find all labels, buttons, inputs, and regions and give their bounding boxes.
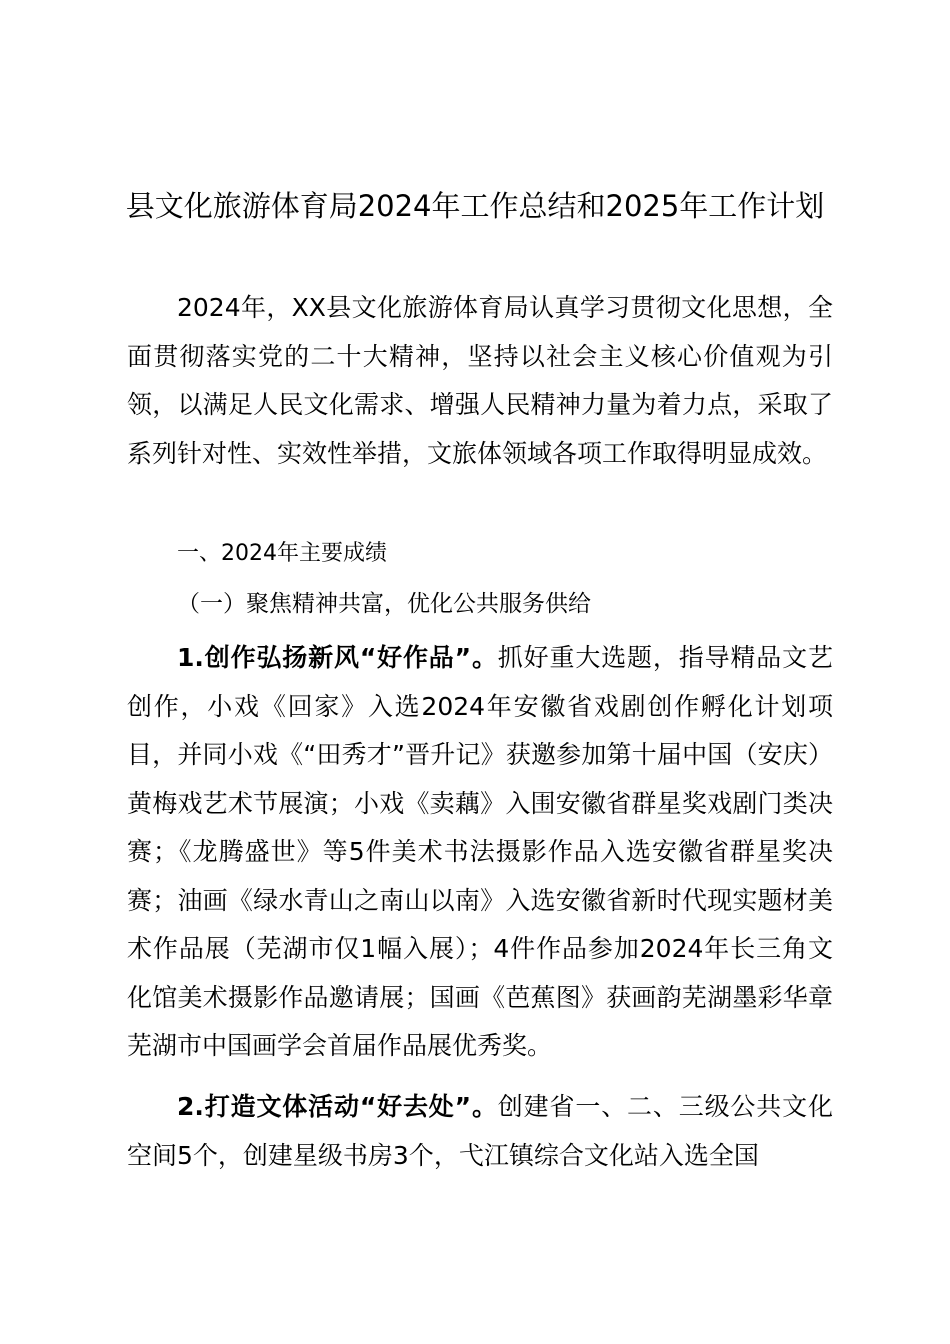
intro-paragraph: 2024年，XX县文化旅游体育局认真学习贯彻文化思想，全面贯彻落实党的二十大精神，坚持以社会主义核心价值观为引领，以满足人民文化需求、增强人民精神力量为着力点，采取了系列针对性、实效性举措，文旅体领域各项工作取得明显成效。 — [127, 293, 833, 468]
section-heading: 一、2024年主要成绩 — [177, 541, 387, 566]
item-1-lead: 1.创作弘扬新风“好作品”。 — [177, 643, 498, 672]
item-1-paragraph — [127, 634, 833, 1071]
item-2-lead: 2.打造文体活动“好去处”。 — [177, 1092, 498, 1121]
document-title: 县文化旅游体育局2024年工作总结和2025年工作计划 — [125, 189, 825, 223]
subsection-heading: （一）聚焦精神共富，优化公共服务供给 — [177, 591, 591, 617]
item-1-body: 抓好重大选题，指导精品文艺创作，小戏《回家》入选2024年安徽省戏剧创作孵化计划项目，并同小戏《“田秀才”晋升记》获邀参加第十届中国（安庆）黄梅戏艺术节展演；小戏《卖藕》入围安徽省群星奖戏剧门类决赛；《龙腾盛世》等5件美术书法摄影作品入选安徽省群星奖决赛；油画《绿水青山之南山以南》入选安徽省新时代现实题材美术作品展（芜湖市仅1幅入展）；4件作品参加2024年长三角文化馆美术摄影作品邀请展；国画《芭蕉图》获画韵芜湖墨彩华章芜湖市中国画学会首届作品展优秀奖。 — [127, 643, 833, 1060]
item-2-paragraph — [127, 1083, 833, 1180]
item-2-body: 创建省一、二、三级公共文化空间5个，创建星级书房3个，弋江镇综合文化站入选全国 — [127, 1092, 833, 1170]
